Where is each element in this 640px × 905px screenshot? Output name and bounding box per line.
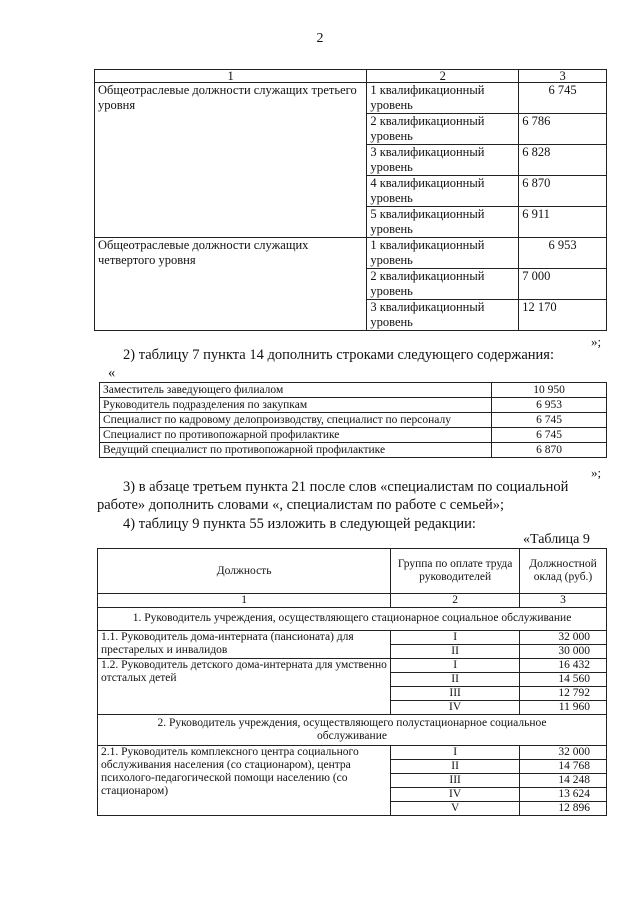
- salary-value: 6 745: [492, 428, 607, 443]
- position-name: Специалист по противопожарной профилактике: [100, 428, 492, 443]
- salary-value: 12 170: [519, 300, 607, 331]
- salary-value: 14 768: [520, 760, 607, 774]
- salary-value: 6 745: [519, 83, 607, 114]
- group-number: I: [391, 746, 520, 760]
- qualification-level: 5 квалификационный уровень: [367, 207, 519, 238]
- group-number: II: [391, 760, 520, 774]
- group-number: III: [391, 774, 520, 788]
- table-row: [100, 383, 607, 398]
- column-number: 3: [519, 70, 607, 83]
- table-row: [100, 443, 607, 458]
- section-row: [98, 715, 607, 746]
- position-name: Заместитель заведующего филиалом: [100, 383, 492, 398]
- header-position: Должность: [98, 549, 391, 594]
- column-number: 2: [391, 594, 520, 608]
- qualification-level: 3 квалификационный уровень: [367, 145, 519, 176]
- position-name: 1.2. Руководитель детского дома-интерната для умственно отсталых детей: [98, 659, 391, 715]
- qualification-level: 1 квалификационный уровень: [367, 83, 519, 114]
- group-number: III: [391, 687, 520, 701]
- position-name: Специалист по кадровому делопроизводству, специалист по персоналу: [100, 413, 492, 428]
- column-number: 3: [520, 594, 607, 608]
- table-row: [95, 83, 607, 114]
- group-number: I: [391, 631, 520, 645]
- position-name: Руководитель подразделения по закупкам: [100, 398, 492, 413]
- page-number: 2: [316, 31, 324, 46]
- column-number: 2: [367, 70, 519, 83]
- position-group-name: Общеотраслевые должности служащих третьего уровня: [95, 83, 367, 238]
- salary-value: 10 950: [492, 383, 607, 398]
- closing-quote-mark: »;: [591, 465, 602, 480]
- table-title: «Таблица 9: [523, 532, 590, 547]
- table-row: [98, 659, 607, 673]
- salary-value: 6 870: [492, 443, 607, 458]
- salary-value: 32 000: [520, 746, 607, 760]
- paragraph-3-line-2: работе» дополнить словами «, специалистам по работе с семьей»;: [97, 497, 505, 513]
- salary-value: 30 000: [520, 645, 607, 659]
- table-row: [98, 631, 607, 645]
- salary-value: 6 953: [519, 238, 607, 269]
- table-row: [100, 398, 607, 413]
- qualification-level: 2 квалификационный уровень: [367, 114, 519, 145]
- table-header-row: [98, 549, 607, 594]
- salary-value: 14 560: [520, 673, 607, 687]
- salary-value: 6 745: [492, 413, 607, 428]
- position-name: 2.1. Руководитель комплексного центра социального обслуживания населения (со стационаром), центра психолого-педагогической помощи населению (со стационаром): [98, 746, 391, 816]
- column-number: 1: [98, 594, 391, 608]
- table-row: [100, 413, 607, 428]
- position-group-name: Общеотраслевые должности служащих четвертого уровня: [95, 238, 367, 331]
- table-row: [95, 238, 607, 269]
- salary-value: 11 960: [520, 701, 607, 715]
- paragraph-4: 4) таблицу 9 пункта 55 изложить в следующей редакции:: [123, 516, 476, 532]
- additional-positions-table: [99, 382, 607, 458]
- qualification-level: 1 квалификационный уровень: [367, 238, 519, 269]
- group-number: II: [391, 673, 520, 687]
- qualification-level: 4 квалификационный уровень: [367, 176, 519, 207]
- salary-value: 6 911: [519, 207, 607, 238]
- salary-value: 6 870: [519, 176, 607, 207]
- table-row: [98, 746, 607, 760]
- salary-value: 7 000: [519, 269, 607, 300]
- section-heading: 2. Руководитель учреждения, осуществляющего полустационарное социальное обслуживание: [98, 715, 607, 746]
- salary-value: 6 786: [519, 114, 607, 145]
- salary-value: 13 624: [520, 788, 607, 802]
- section-row: [98, 608, 607, 631]
- group-number: II: [391, 645, 520, 659]
- position-name: Ведущий специалист по противопожарной профилактике: [100, 443, 492, 458]
- director-salary-table: [97, 548, 607, 816]
- position-name: 1.1. Руководитель дома-интерната (пансионата) для престарелых и инвалидов: [98, 631, 391, 659]
- paragraph-3-line-1: 3) в абзаце третьем пункта 21 после слов «специалистам по социальной: [123, 479, 569, 495]
- salary-value: 6 828: [519, 145, 607, 176]
- group-number: IV: [391, 788, 520, 802]
- salary-value: 12 896: [520, 802, 607, 816]
- paragraph-2: 2) таблицу 7 пункта 14 дополнить строками следующего содержания:: [123, 347, 554, 363]
- header-salary: Должностной оклад (руб.): [520, 549, 607, 594]
- closing-quote-mark: »;: [591, 334, 602, 349]
- table-header-row: [95, 70, 607, 83]
- salary-value: 14 248: [520, 774, 607, 788]
- qualification-level: 2 квалификационный уровень: [367, 269, 519, 300]
- opening-quote-mark: «: [108, 365, 116, 381]
- qualification-level: 3 квалификационный уровень: [367, 300, 519, 331]
- table-row: [100, 428, 607, 443]
- group-number: V: [391, 802, 520, 816]
- column-number: 1: [95, 70, 367, 83]
- salary-value: 32 000: [520, 631, 607, 645]
- salary-value: 16 432: [520, 659, 607, 673]
- salary-table-continued: [94, 69, 607, 331]
- salary-value: 12 792: [520, 687, 607, 701]
- salary-value: 6 953: [492, 398, 607, 413]
- group-number: I: [391, 659, 520, 673]
- section-heading: 1. Руководитель учреждения, осуществляющего стационарное социальное обслуживание: [98, 608, 607, 631]
- column-number-row: [98, 594, 607, 608]
- group-number: IV: [391, 701, 520, 715]
- header-group: Группа по оплате труда руководителей: [391, 549, 520, 594]
